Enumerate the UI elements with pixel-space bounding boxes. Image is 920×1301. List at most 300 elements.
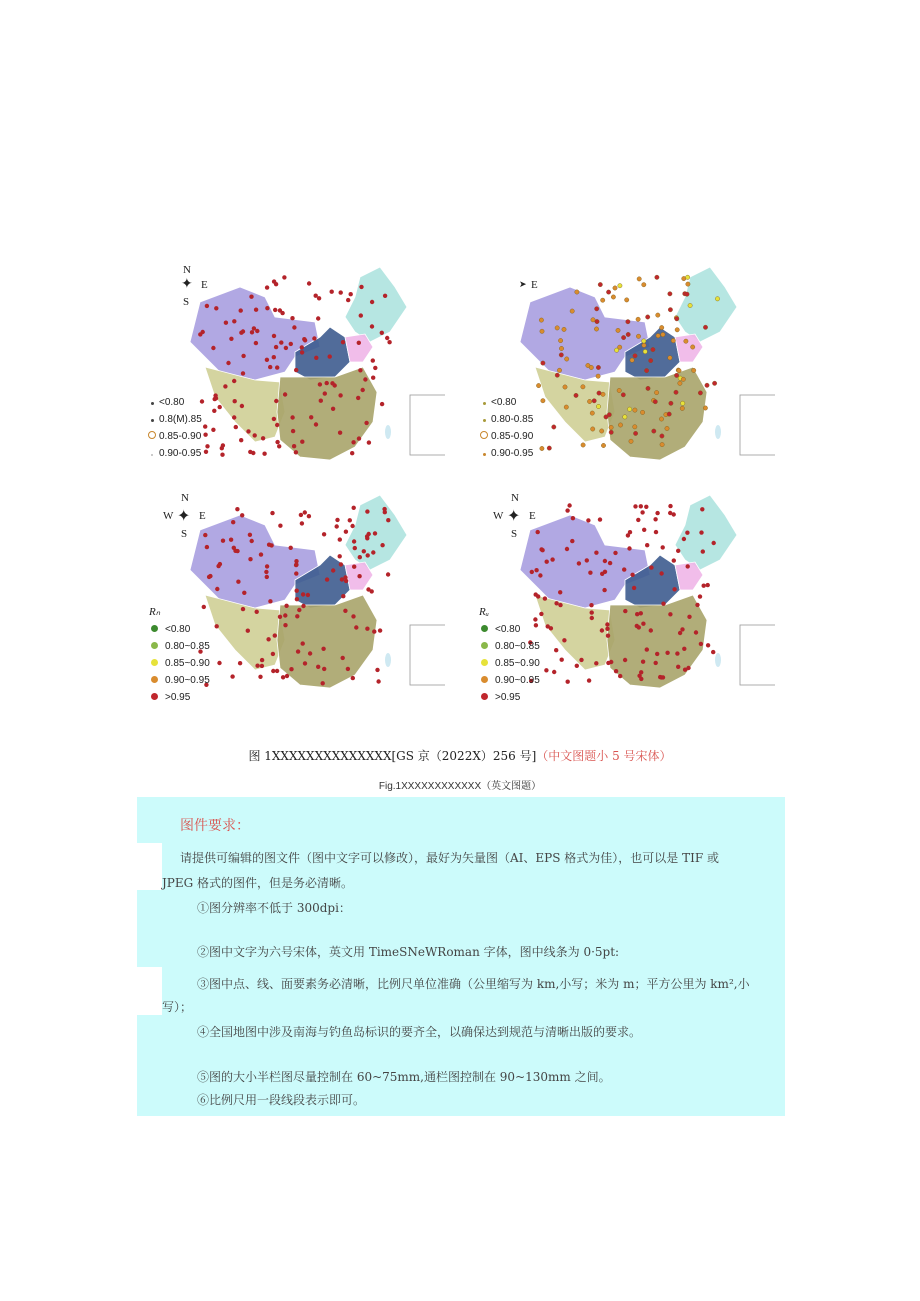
caption-cn-main: 图 1XXXXXXXXXXXXXX[GS 京（2022X）256 号]	[248, 749, 537, 763]
station-point	[233, 549, 237, 553]
station-point	[373, 531, 377, 535]
station-point	[303, 510, 307, 514]
station-point	[265, 575, 269, 579]
legend-item	[477, 621, 540, 638]
compass-north: N	[511, 492, 519, 504]
requirements-item-6: ⑥比例尺用一段线段表示即可。	[197, 1093, 366, 1107]
station-point	[563, 385, 567, 389]
station-point	[289, 667, 293, 671]
station-point	[322, 667, 326, 671]
station-point	[352, 539, 356, 543]
station-point	[621, 393, 625, 397]
station-point	[700, 507, 704, 511]
station-point	[220, 453, 224, 457]
region-northeast	[675, 495, 737, 570]
station-point	[678, 381, 682, 385]
station-point	[674, 390, 678, 394]
station-point	[597, 391, 601, 395]
station-point	[260, 658, 264, 662]
station-point	[366, 587, 370, 591]
station-point	[606, 290, 610, 294]
station-point	[705, 383, 709, 387]
station-point	[328, 354, 332, 358]
station-point	[633, 431, 637, 435]
station-point	[280, 311, 284, 315]
station-point	[348, 518, 352, 522]
station-point	[224, 321, 228, 325]
station-point	[274, 399, 278, 403]
station-point	[215, 624, 219, 628]
station-point	[367, 440, 371, 444]
station-point	[540, 329, 544, 333]
station-point	[646, 315, 650, 319]
figure-caption-cn	[0, 747, 920, 764]
station-point	[295, 614, 299, 618]
station-point	[386, 518, 390, 522]
station-point	[559, 346, 563, 350]
requirements-item-3-line2: 写）；	[162, 1000, 193, 1014]
station-point	[211, 428, 215, 432]
region-southwest	[205, 595, 285, 670]
station-point	[639, 504, 643, 508]
station-point	[266, 637, 270, 641]
station-point	[285, 674, 289, 678]
station-point	[275, 423, 279, 427]
station-point	[373, 366, 377, 370]
compass-south: S	[181, 528, 188, 540]
station-point	[205, 545, 209, 549]
station-point	[594, 327, 598, 331]
station-point	[642, 283, 646, 287]
station-point	[284, 346, 288, 350]
station-point	[554, 648, 558, 652]
legend-label: 0.85~0.90	[165, 658, 210, 669]
compass-north: N	[181, 492, 189, 504]
station-point	[376, 679, 380, 683]
station-point	[622, 567, 626, 571]
region-southwest	[535, 595, 615, 670]
requirements-white-strip	[137, 843, 162, 890]
station-point	[248, 557, 252, 561]
station-point	[294, 571, 298, 575]
station-point	[626, 533, 630, 537]
station-point	[241, 371, 245, 375]
station-point	[221, 539, 225, 543]
station-point	[242, 591, 246, 595]
legend-marker	[483, 419, 486, 422]
station-point	[300, 440, 304, 444]
legend-label: 0.90~0.95	[495, 675, 540, 686]
legend-item	[477, 411, 533, 428]
station-point	[213, 393, 217, 397]
station-point	[636, 334, 640, 338]
station-point	[250, 539, 254, 543]
region-southwest	[205, 367, 285, 442]
station-point	[581, 443, 585, 447]
legend-label: <0.80	[159, 397, 185, 408]
station-point	[571, 516, 575, 520]
station-point	[692, 368, 696, 372]
station-point	[351, 614, 355, 618]
legend-item	[147, 672, 210, 689]
station-point	[278, 615, 282, 619]
compass-star-icon: ✦	[507, 508, 521, 525]
station-point	[241, 354, 245, 358]
station-point	[292, 444, 296, 448]
legend-marker	[481, 676, 488, 683]
caption-en-note: （英文图题）	[481, 781, 542, 792]
station-point	[241, 607, 245, 611]
station-point	[668, 356, 672, 360]
station-point	[341, 594, 345, 598]
station-point	[594, 551, 598, 555]
station-point	[383, 294, 387, 298]
station-point	[680, 627, 684, 631]
compass-east: E	[531, 279, 538, 291]
legend-label: 0.85-0.90	[159, 431, 202, 442]
station-point	[331, 407, 335, 411]
station-point	[685, 275, 689, 279]
station-point	[346, 667, 350, 671]
station-point	[370, 300, 374, 304]
station-point	[314, 422, 318, 426]
station-point	[574, 393, 578, 397]
station-point	[259, 552, 263, 556]
station-point	[672, 558, 676, 562]
station-point	[270, 511, 274, 515]
station-point	[558, 338, 562, 342]
station-point	[366, 553, 370, 557]
requirements-intro-line1: 请提供可编辑的图文件（图中文字可以修改），最好为矢量图（AI、EPS 格式为佳），也可以是 TIF 或	[180, 851, 719, 865]
station-point	[339, 290, 343, 294]
station-point	[602, 588, 606, 592]
station-point	[352, 565, 356, 569]
station-point	[361, 388, 365, 392]
station-point	[682, 647, 686, 651]
station-point	[382, 507, 386, 511]
station-point	[232, 379, 236, 383]
station-point	[282, 275, 286, 279]
station-point	[564, 405, 568, 409]
region-northeast	[345, 267, 407, 342]
station-point	[668, 504, 672, 508]
station-point	[350, 524, 354, 528]
legend-marker	[151, 676, 158, 683]
station-point	[365, 627, 369, 631]
station-point	[218, 562, 222, 566]
station-point	[600, 429, 604, 433]
station-point	[307, 281, 311, 285]
compass-east: E	[201, 279, 208, 291]
legend-label: 0.90~0.95	[165, 675, 210, 686]
station-point	[223, 384, 227, 388]
legend-marker	[151, 454, 153, 456]
station-point	[590, 616, 594, 620]
station-point	[609, 430, 613, 434]
station-point	[596, 374, 600, 378]
station-point	[290, 316, 294, 320]
legend-label: 0.80~0.85	[495, 641, 540, 652]
station-point	[643, 349, 647, 353]
station-point	[595, 307, 599, 311]
station-point	[560, 658, 564, 662]
legend-marker	[481, 659, 488, 666]
station-point	[338, 537, 342, 541]
station-point	[633, 504, 637, 508]
station-point	[659, 417, 663, 421]
station-point	[656, 313, 660, 317]
station-point	[677, 369, 681, 373]
requirements-item-2: ②图中文字为六号宋体，英文用 TimeSNeWRoman 字体，图中线条为 0·5pt:	[197, 945, 620, 959]
compass-west: W	[493, 510, 504, 522]
station-point	[316, 316, 320, 320]
station-point	[603, 559, 607, 563]
station-point	[294, 368, 298, 372]
station-point	[203, 533, 207, 537]
legend-item	[145, 411, 202, 428]
station-point	[215, 587, 219, 591]
station-point	[220, 446, 224, 450]
legend-label: 0.90-0.95	[491, 448, 534, 459]
station-point	[687, 615, 691, 619]
station-point	[655, 652, 659, 656]
legend-item	[477, 672, 540, 689]
station-point	[317, 296, 321, 300]
station-point	[300, 521, 304, 525]
station-point	[265, 358, 269, 362]
station-point	[340, 577, 344, 581]
station-point	[544, 668, 548, 672]
station-point	[254, 308, 258, 312]
station-point	[265, 306, 269, 310]
station-point	[241, 329, 245, 333]
station-point	[302, 337, 306, 341]
legend-marker	[480, 431, 488, 439]
station-point	[596, 404, 600, 408]
station-point	[278, 524, 282, 528]
legend-item	[477, 394, 533, 411]
station-point	[353, 546, 357, 550]
legend-marker	[151, 693, 158, 700]
station-point	[272, 417, 276, 421]
caption-cn-note: （中文图题小 5 号宋体）	[536, 749, 672, 763]
station-point	[252, 326, 256, 330]
station-point	[642, 343, 646, 347]
station-point	[344, 579, 348, 583]
station-point	[554, 601, 558, 605]
region-south	[607, 367, 707, 460]
station-point	[385, 336, 389, 340]
station-point	[651, 347, 655, 351]
station-point	[370, 324, 374, 328]
station-point	[688, 303, 692, 307]
station-point	[331, 568, 335, 572]
station-point	[575, 664, 579, 668]
island-shape	[385, 653, 391, 667]
station-point	[684, 339, 688, 343]
station-point	[644, 368, 648, 372]
station-point	[665, 426, 669, 430]
station-point	[294, 563, 298, 567]
station-point	[678, 631, 682, 635]
station-point	[685, 292, 689, 296]
station-point	[268, 599, 272, 603]
station-point	[238, 661, 242, 665]
station-point	[592, 399, 596, 403]
station-point	[581, 385, 585, 389]
station-point	[338, 393, 342, 397]
legend-label: 0.85~0.90	[495, 658, 540, 669]
station-point	[570, 309, 574, 313]
requirements-item-3-line1: ③图中点、线、面要素务必清晰，比例尺单位准确（公里缩写为 km,小写；米为 m；平方公里为 km²,小	[197, 977, 750, 991]
station-point	[540, 446, 544, 450]
station-point	[676, 549, 680, 553]
legend-marker	[481, 693, 488, 700]
station-point	[598, 517, 602, 521]
station-point	[623, 658, 627, 662]
south-china-sea-inset	[740, 395, 775, 455]
station-point	[386, 572, 390, 576]
station-point	[339, 562, 343, 566]
station-point	[268, 365, 272, 369]
station-point	[301, 604, 305, 608]
station-point	[655, 511, 659, 515]
station-point	[618, 284, 622, 288]
station-point	[211, 346, 215, 350]
station-point	[232, 319, 236, 323]
station-point	[356, 396, 360, 400]
station-point	[672, 587, 676, 591]
station-point	[674, 373, 678, 377]
station-point	[546, 624, 550, 628]
station-point	[558, 590, 562, 594]
station-point	[668, 292, 672, 296]
station-point	[277, 444, 281, 448]
station-point	[566, 680, 570, 684]
legend-item	[147, 621, 210, 638]
station-point	[205, 444, 209, 448]
station-point	[300, 350, 304, 354]
station-point	[642, 339, 646, 343]
station-point	[698, 391, 702, 395]
station-point	[626, 332, 630, 336]
station-point	[686, 564, 690, 568]
south-china-sea-inset	[410, 395, 445, 455]
station-point	[712, 541, 716, 545]
station-point	[559, 353, 563, 357]
station-point	[640, 510, 644, 514]
station-point	[229, 538, 233, 542]
legend-item	[147, 689, 210, 706]
station-point	[232, 415, 236, 419]
legend-item	[147, 655, 210, 672]
station-point	[371, 376, 375, 380]
station-point	[371, 550, 375, 554]
station-point	[642, 528, 646, 532]
station-point	[625, 298, 629, 302]
station-point	[338, 554, 342, 558]
station-point	[601, 392, 605, 396]
legend-item	[477, 638, 540, 655]
station-point	[618, 345, 622, 349]
station-point	[596, 365, 600, 369]
station-point	[364, 421, 368, 425]
station-point	[655, 275, 659, 279]
station-point	[645, 543, 649, 547]
station-point	[301, 641, 305, 645]
requirements-intro-line2: JPEG 格式的图件，但是务必清晰。	[162, 876, 354, 890]
station-point	[303, 661, 307, 665]
station-point	[702, 584, 706, 588]
station-point	[545, 560, 549, 564]
station-point	[649, 628, 653, 632]
station-point	[552, 425, 556, 429]
station-point	[611, 295, 615, 299]
station-point	[249, 295, 253, 299]
legend-marker	[483, 453, 486, 456]
station-point	[589, 365, 593, 369]
station-point	[218, 405, 222, 409]
station-point	[594, 661, 598, 665]
station-point	[231, 520, 235, 524]
station-point	[281, 675, 285, 679]
station-point	[323, 391, 327, 395]
map-panel-2	[475, 262, 775, 477]
station-point	[649, 358, 653, 362]
region-south	[277, 595, 377, 688]
legend-4	[477, 604, 540, 706]
legend-label: 0.80-0.85	[491, 414, 534, 425]
station-point	[341, 656, 345, 660]
station-point	[659, 571, 663, 575]
station-point	[255, 610, 259, 614]
station-point	[258, 675, 262, 679]
map-panel-3	[145, 490, 445, 705]
region-south	[607, 595, 707, 688]
station-point	[681, 401, 685, 405]
station-point	[212, 409, 216, 413]
station-point	[555, 373, 559, 377]
station-point	[217, 661, 221, 665]
station-point	[357, 436, 361, 440]
station-point	[607, 413, 611, 417]
station-point	[675, 651, 679, 655]
station-point	[609, 425, 613, 429]
station-point	[654, 390, 658, 394]
station-point	[536, 383, 540, 387]
compass-south: S	[183, 296, 190, 308]
compass-east: E	[199, 510, 206, 522]
station-point	[613, 551, 617, 555]
station-point	[322, 532, 326, 536]
station-point	[636, 518, 640, 522]
station-point	[590, 411, 594, 415]
station-point	[349, 292, 353, 296]
station-point	[577, 561, 581, 565]
station-point	[234, 425, 238, 429]
legend-label: 0.90-0.95	[159, 448, 202, 459]
station-point	[618, 423, 622, 427]
station-point	[294, 450, 298, 454]
map-panel-4	[475, 490, 775, 705]
station-point	[272, 279, 276, 283]
station-point	[309, 415, 313, 419]
station-point	[275, 669, 279, 673]
station-point	[605, 622, 609, 626]
legend-label: <0.80	[165, 624, 191, 635]
station-point	[706, 643, 710, 647]
station-point	[321, 681, 325, 685]
